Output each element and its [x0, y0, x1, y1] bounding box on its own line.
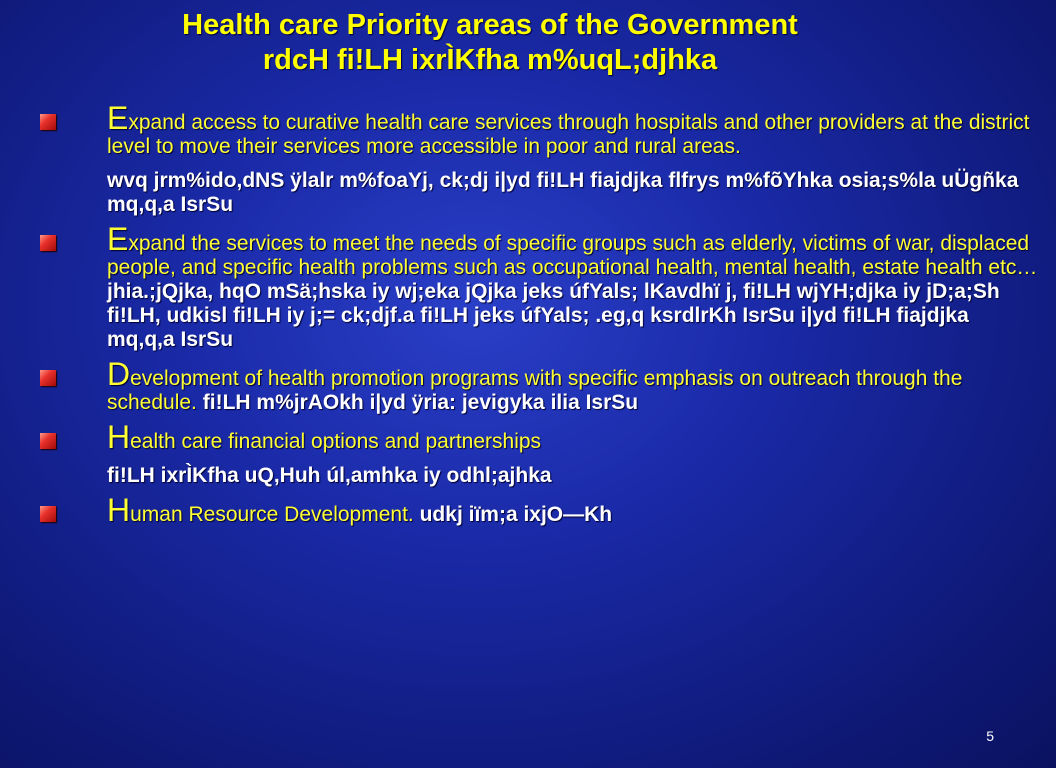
- drop-cap: D: [107, 356, 131, 392]
- slide-title: [60, 8, 920, 78]
- bullet-sinhala-1: wvq jrm%ido,dNS ÿlalr m%foaYj, ck;dj i|yd fi!LH fiajdjka flfrys m%fõYhka osia;s%la uÜgñka mq,q,a IsrSu: [107, 169, 1019, 216]
- drop-cap: E: [107, 100, 129, 136]
- bullet-english-text: xpand access to curative health care services through hospitals and other providers at the district level to move their services more accessible in poor and rural areas.: [107, 111, 1030, 158]
- bullet-english-5: [107, 492, 1040, 528]
- red-square-bullet-icon: [40, 235, 56, 251]
- page-number: 5: [986, 728, 994, 744]
- title-sinhala: rdcH fi!LH ixrÌKfha m%uqL;djhka: [262, 44, 718, 76]
- bullet-sinhala-4: fi!LH ixrÌKfha uQ,Huh úl,amhka iy odhl;ajhka: [107, 464, 552, 487]
- title-english: Health care Priority areas of the Government: [182, 9, 798, 41]
- bullet-list: [40, 100, 1040, 535]
- red-square-bullet-icon: [40, 506, 56, 522]
- drop-cap: E: [107, 221, 129, 257]
- bullet-item-4: [40, 419, 1040, 488]
- bullet-english-1: [107, 100, 1040, 159]
- bullet-english-text: uman Resource Development.: [130, 503, 414, 526]
- bullet-item-1: [40, 100, 1040, 217]
- bullet-sinhala-5: udkj iïm;a ixjO—Kh: [419, 503, 613, 526]
- bullet-english-text: xpand the services to meet the needs of specific groups such as elderly, victims of war, displaced people, and specific health problems such as occupational health, mental health, estate health etc…: [107, 232, 1038, 279]
- drop-cap: H: [107, 492, 131, 528]
- bullet-item-5: [40, 492, 1040, 528]
- red-square-bullet-icon: [40, 114, 56, 130]
- bullet-english-text: evelopment of health promotion programs with specific emphasis on outreach through the schedule.: [107, 367, 963, 414]
- bullet-item-2: [40, 221, 1040, 352]
- bullet-item-3: [40, 356, 1040, 415]
- red-square-bullet-icon: [40, 370, 56, 386]
- red-square-bullet-icon: [40, 433, 56, 449]
- bullet-english-4: [107, 419, 1040, 455]
- bullet-english-text: ealth care financial options and partnerships: [130, 430, 542, 453]
- bullet-sinhala-2: jhia.;jQjka, hqO mSä;hska iy wj;eka jQjka jeks úfYals; lKavdhï j, fi!LH wjYH;djka iy jD;a;Sh fi!LH, udkisl fi!LH iy j;= ck;djf.a fi!LH jeks úfYals; .eg,q ksrdlrKh IsrSu i|yd fi!LH fiajdjka mq,q,a IsrSu: [107, 280, 1000, 351]
- bullet-sinhala-3: fi!LH m%jrAOkh i|yd ÿria: jevigyka ilia IsrSu: [202, 391, 639, 414]
- bullet-english-3: [107, 356, 1040, 415]
- drop-cap: H: [107, 419, 131, 455]
- bullet-english-2: [107, 221, 1040, 352]
